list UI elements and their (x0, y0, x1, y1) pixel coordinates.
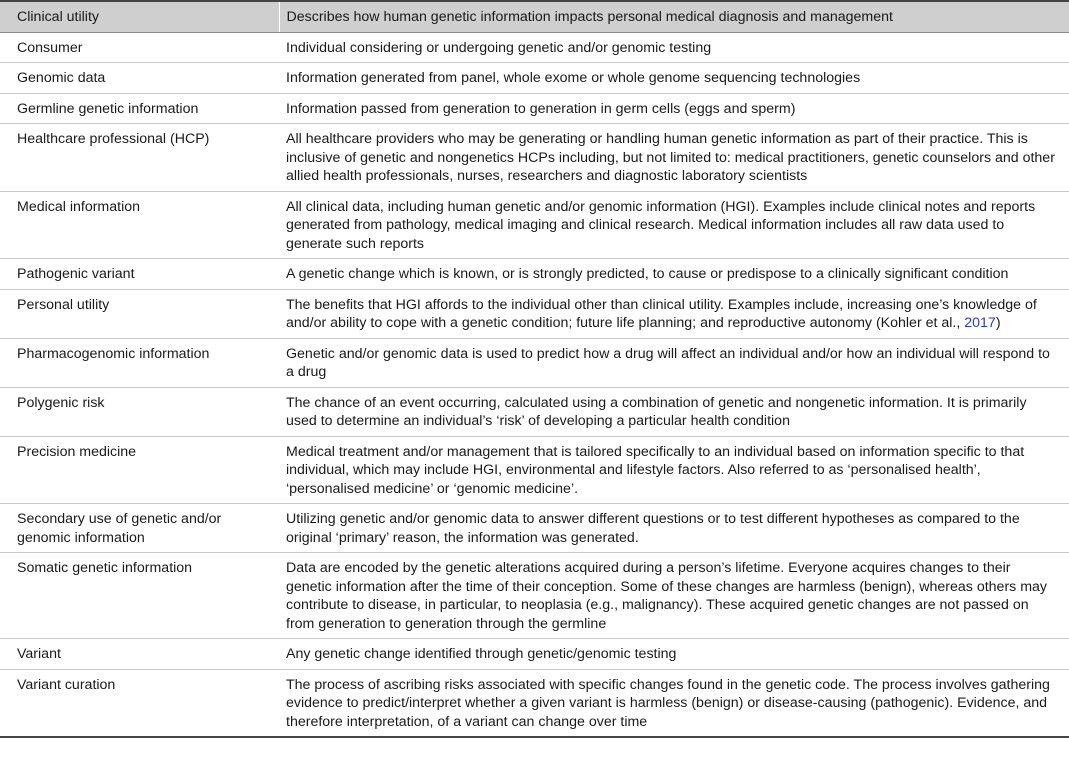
term-cell: Variant (0, 639, 279, 670)
term-cell: Healthcare professional (HCP) (0, 124, 279, 192)
definition-text: The benefits that HGI affords to the individual other than clinical utility. Examples include, increasing one’s knowledge of and/or ability to cope with a genetic condition; future life planning; and reproductive autonomy (Kohler et al., (286, 296, 1037, 331)
definition-cell: Information generated from panel, whole exome or whole genome sequencing technologies (279, 63, 1069, 94)
term-cell: Clinical utility (0, 1, 279, 32)
table-row (0, 436, 1069, 504)
definition-cell: Utilizing genetic and/or genomic data to answer different questions or to test different hypotheses as compared to the original ‘primary’ reason, the information was generated. (279, 504, 1069, 553)
table-row (0, 504, 1069, 553)
term-cell: Secondary use of genetic and/or genomic information (0, 504, 279, 553)
table-row (0, 669, 1069, 737)
term-cell: Consumer (0, 32, 279, 63)
definition-cell: The process of ascribing risks associated with specific changes found in the genetic code. The process involves gathering evidence to predict/interpret whether a given variant is harmless (benign) or disease-causing (pathogenic). Evidence, and therefore interpretation, of a variant can change over time (279, 669, 1069, 737)
term-cell: Pharmacogenomic information (0, 338, 279, 387)
table-row (0, 289, 1069, 338)
table-row (0, 639, 1069, 670)
definition-cell: Genetic and/or genomic data is used to predict how a drug will affect an individual and/or how an individual will respond to a drug (279, 338, 1069, 387)
definition-text-end: ) (995, 315, 1001, 331)
definition-cell (279, 289, 1069, 338)
term-cell: Personal utility (0, 289, 279, 338)
table-header-row (0, 1, 1069, 32)
table-row (0, 93, 1069, 124)
table-row (0, 338, 1069, 387)
table-row (0, 32, 1069, 63)
table-row (0, 191, 1069, 259)
definition-cell: Describes how human genetic information impacts personal medical diagnosis and management (279, 1, 1069, 32)
term-cell: Genomic data (0, 63, 279, 94)
term-cell: Variant curation (0, 669, 279, 737)
definition-cell: A genetic change which is known, or is strongly predicted, to cause or predispose to a clinically significant condition (279, 259, 1069, 290)
definition-cell: Individual considering or undergoing genetic and/or genomic testing (279, 32, 1069, 63)
table-row (0, 124, 1069, 192)
definition-cell: Medical treatment and/or management that is tailored specifically to an individual based on information specific to that individual, which may include HGI, environmental and lifestyle factors. Also referred to as ‘personalised health’, ‘personalised medicine’ or ‘genomic medicine’. (279, 436, 1069, 504)
table-row (0, 259, 1069, 290)
definition-cell: Information passed from generation to generation in germ cells (eggs and sperm) (279, 93, 1069, 124)
term-cell: Precision medicine (0, 436, 279, 504)
definition-cell: Data are encoded by the genetic alterations acquired during a person’s lifetime. Everyone acquires changes to their genetic information after the time of their conception. Some of these changes are harmless (benign), whereas others may contribute to disease, in particular, to neoplasia (e.g., malignancy). These acquired genetic changes are not passed on from generation to generation through the germline (279, 553, 1069, 639)
term-cell: Medical information (0, 191, 279, 259)
term-cell: Somatic genetic information (0, 553, 279, 639)
table-row (0, 553, 1069, 639)
definition-cell: All healthcare providers who may be generating or handling human genetic information as part of their practice. This is inclusive of genetic and nongenetics HCPs including, but not limited to: medical practitioners, genetic counselors and other allied health professionals, nurses, researchers and diagnostic laboratory scientists (279, 124, 1069, 192)
definition-cell: All clinical data, including human genetic and/or genomic information (HGI). Examples include clinical notes and reports generated from pathology, medical imaging and clinical research. Medical information includes all raw data used to generate such reports (279, 191, 1069, 259)
citation-link[interactable]: 2017 (964, 315, 996, 331)
definition-cell: Any genetic change identified through genetic/genomic testing (279, 639, 1069, 670)
term-cell: Pathogenic variant (0, 259, 279, 290)
table-row (0, 387, 1069, 436)
definition-cell: The chance of an event occurring, calculated using a combination of genetic and nongenetic information. It is primarily used to determine an individual’s ‘risk’ of developing a particular health condition (279, 387, 1069, 436)
term-cell: Polygenic risk (0, 387, 279, 436)
term-cell: Germline genetic information (0, 93, 279, 124)
table-row (0, 63, 1069, 94)
